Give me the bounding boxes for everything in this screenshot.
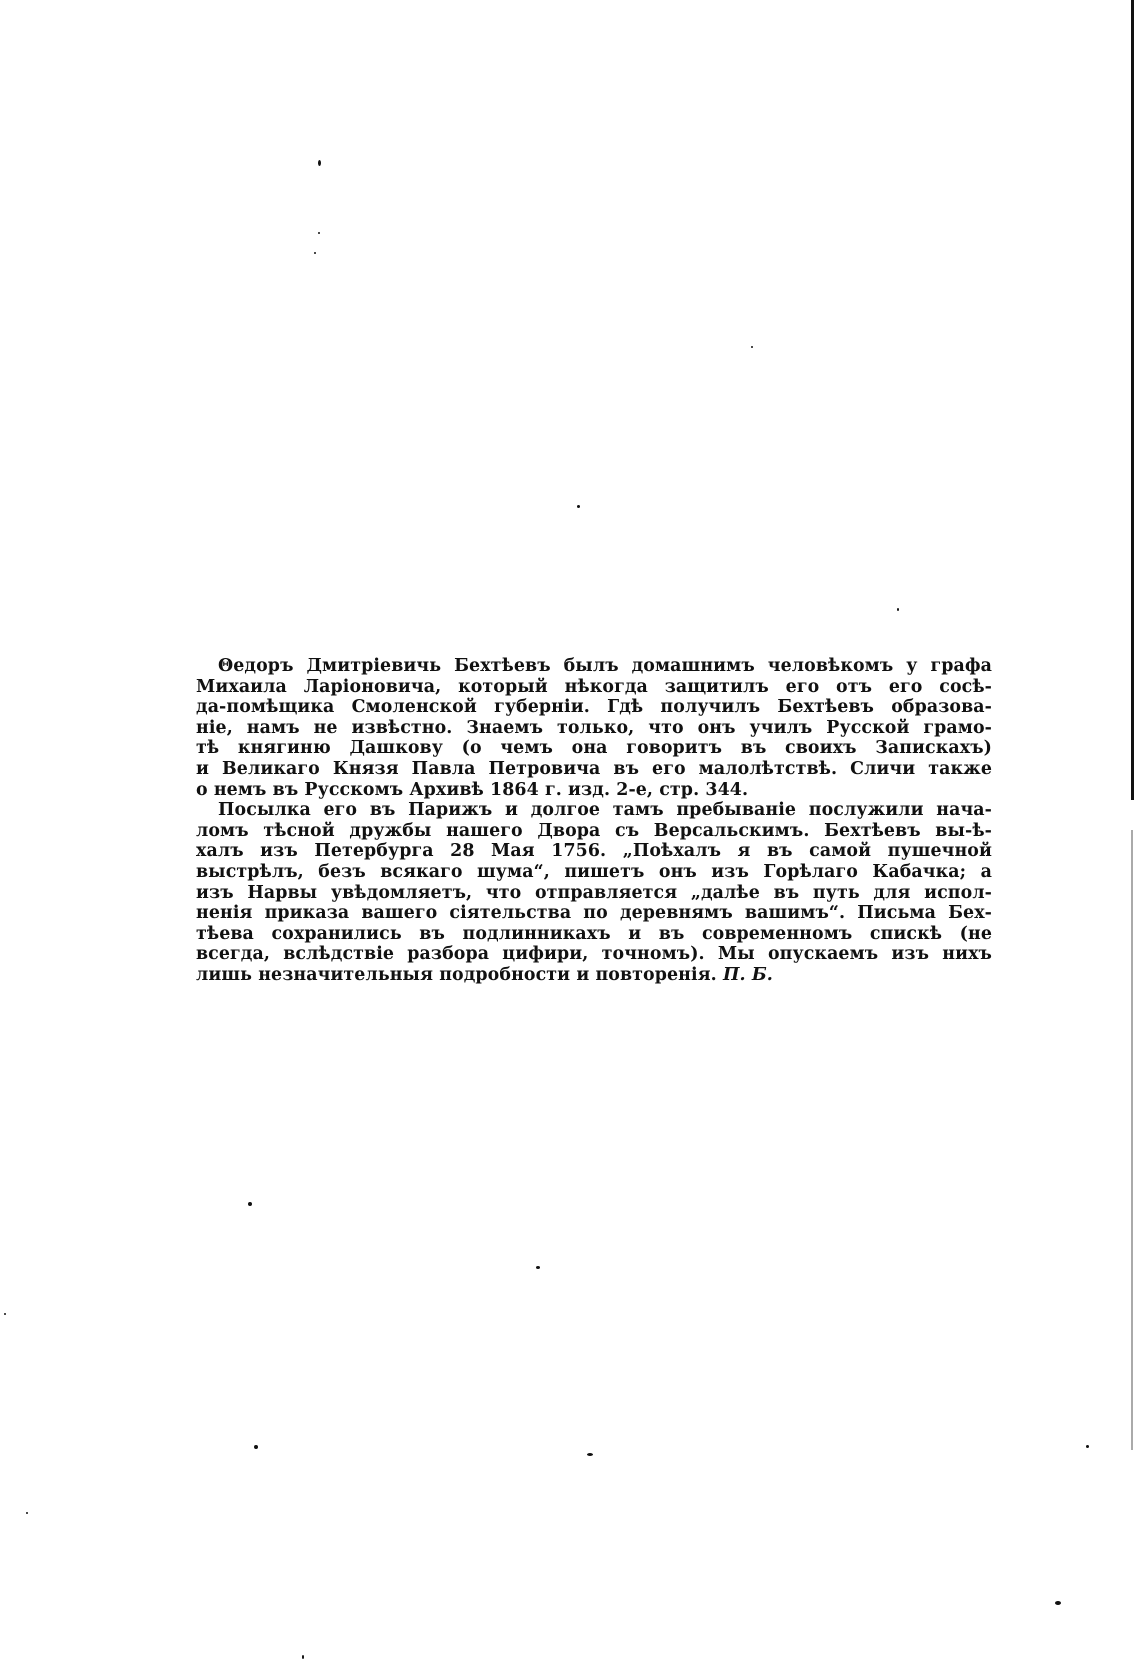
- scan-speck: [536, 1266, 540, 1269]
- scan-speck: [314, 252, 316, 254]
- scan-speck: [248, 1202, 252, 1206]
- scan-speck: [587, 1453, 593, 1456]
- paragraph-2: [196, 800, 992, 985]
- editor-signature: П. Б.: [722, 964, 773, 985]
- text-line: о немъ въ Русскомъ Архивѣ 1864 г. изд. 2-е, стр. 344.: [196, 779, 749, 800]
- paragraph-1: [196, 656, 992, 800]
- text-line: Θедоръ Дмитріевичь Бехтѣевъ былъ домашнимъ человѣкомъ у графа: [218, 656, 992, 676]
- text-line: всегда, вслѣдствіе разбора цифири, точномъ). Мы опускаемъ изъ нихъ: [196, 944, 992, 965]
- text-line: тѣева сохранились въ подлинникахъ и въ современномъ спискѣ (не: [196, 923, 992, 944]
- text-line: да-помѣщика Смоленской губерніи. Гдѣ получилъ Бехтѣевъ образова-: [196, 697, 992, 718]
- binding-edge-shadow: [1131, 830, 1133, 1450]
- binding-edge-line: [1131, 0, 1134, 800]
- text-line: тѣ княгиню Дашкову (о чемъ она говоритъ въ своихъ Запискахъ): [196, 738, 992, 759]
- scan-speck: [302, 1655, 304, 1659]
- scan-speck: [1086, 1445, 1089, 1448]
- scan-speck: [318, 232, 320, 234]
- scan-speck: [751, 346, 753, 348]
- text-line: Михаила Ларіоновича, который нѣкогда защитилъ его отъ его сосѣ-: [196, 676, 992, 697]
- text-line: ніе, намъ не извѣстно. Знаемъ только, что онъ училъ Русской грамо-: [196, 717, 992, 738]
- text-line: и Великаго Князя Павла Петровича въ его малолѣтствѣ. Сличи также: [196, 758, 992, 779]
- text-line: Посылка его въ Парижъ и долгое тамъ пребываніе послужили нача-: [218, 800, 992, 821]
- text-line: халъ изъ Петербурга 28 Мая 1756. „Поѣхалъ я въ самой пушечной: [196, 841, 992, 862]
- scan-speck: [577, 505, 580, 508]
- text-line: ненія приказа вашего сіятельства по деревнямъ вашимъ“. Письма Бех-: [196, 903, 992, 924]
- scan-speck: [318, 160, 321, 166]
- text-line: изъ Нарвы увѣдомляетъ, что отправляется „далѣе въ путь для испол-: [196, 882, 992, 903]
- text-line-content: лишь незначительныя подробности и повторенія.: [196, 964, 717, 985]
- scan-speck: [26, 1512, 28, 1514]
- text-line-last: [196, 965, 992, 986]
- scan-speck: [254, 1445, 258, 1449]
- text-line: ломъ тѣсной дружбы нашего Двора съ Версальскимъ. Бехтѣевъ вы-ѣ-: [196, 820, 992, 841]
- scan-speck: [897, 608, 899, 611]
- scan-speck: [4, 1313, 6, 1315]
- text-line: выстрѣлъ, безъ всякаго шума“, пишетъ онъ изъ Горѣлаго Кабачка; а: [196, 861, 992, 882]
- scan-speck: [1055, 1601, 1061, 1605]
- editorial-note: [196, 656, 992, 986]
